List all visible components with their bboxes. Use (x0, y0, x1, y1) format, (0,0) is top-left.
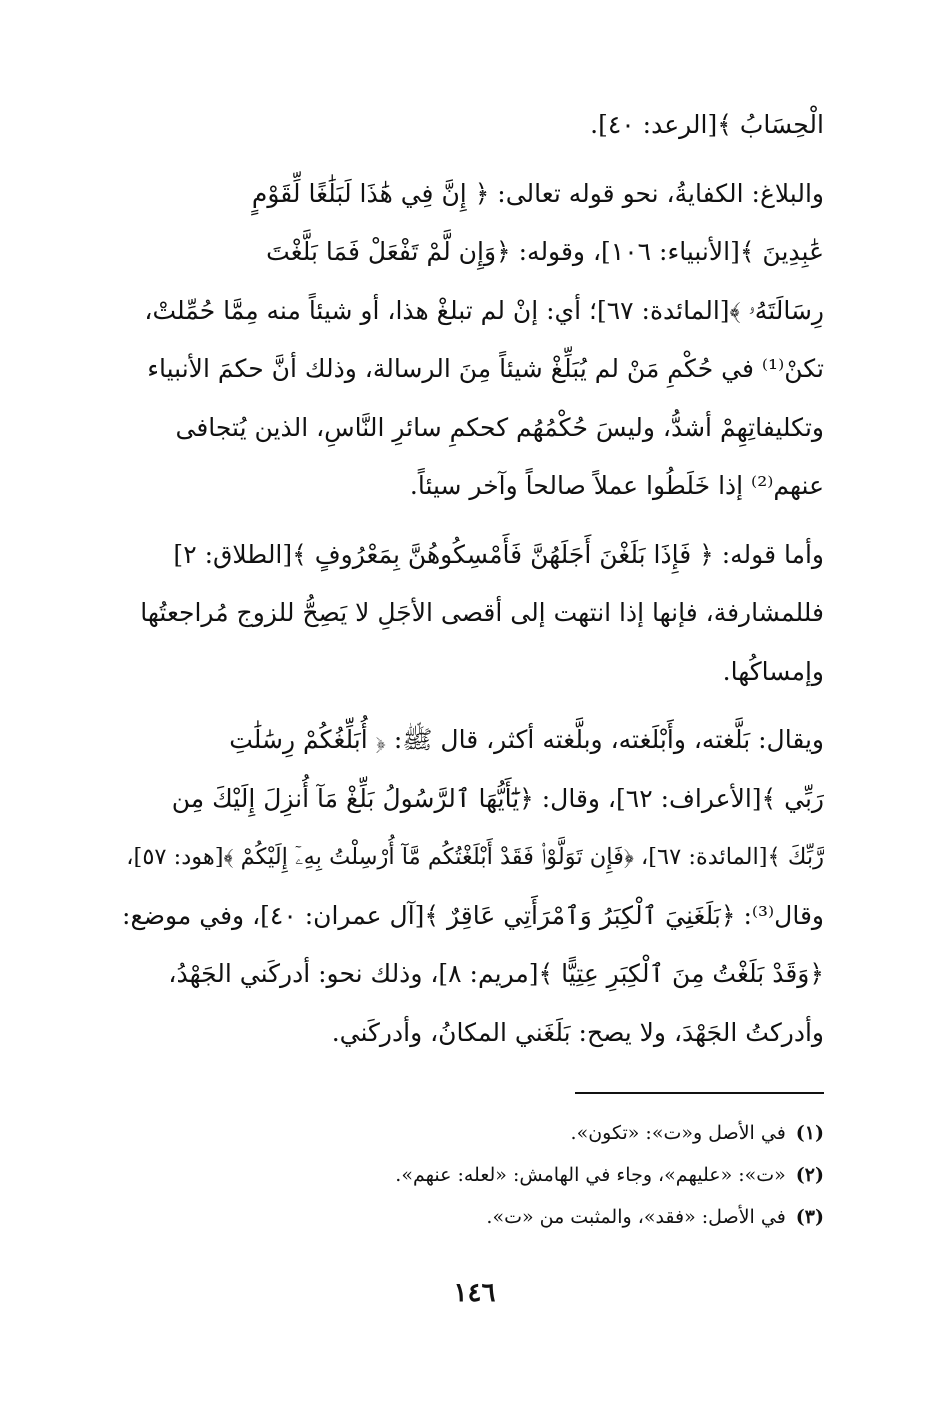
text-line: رَبِّي ﴾[الأعراف: ٦٢]، وقال: ﴿يَٰٓأَيُّهَا ٱلرَّسُولُ بَلِّغْ مَآ أُنزِلَ إِلَيْكَ مِن (171, 783, 824, 813)
paragraph-1-tail (118, 96, 824, 155)
paragraph-balagh (118, 165, 824, 516)
text-line: وأما قوله: ﴿ فَإِذَا بَلَغْنَ أَجَلَهُنَّ فَأَمْسِكُوهُنَّ بِمَعْرُوفٍ ﴾[الطلاق: ٢] (173, 539, 824, 569)
footnote-divider (575, 1092, 824, 1094)
footnote-text: في الأصل: «فقد»، والمثبت من «ت». (486, 1206, 786, 1228)
footnote-2 (118, 1154, 824, 1196)
text-line: فللمشارفة، فإنها إذا انتهت إلى أقصى الأجَلِ لا يَصِحُّ للزوج مُراجعتُها (140, 598, 824, 627)
text-line: وتكليفاتِهِمْ أشدُّ، وليسَ حُكْمُهُم كحكمِ سائرِ النَّاسِ، الذين يُتجافى (175, 412, 824, 442)
footnote-number: (٢) (795, 1164, 824, 1186)
footnote-text: في الأصل و«ت»: «تكون». (570, 1122, 786, 1144)
paragraph-yuqal (118, 711, 824, 1062)
text-line: الْحِسَابُ ﴾[الرعد: ٤٠]. (590, 110, 824, 139)
text-line: وإمساكُها. (722, 656, 824, 686)
footnote-text: «ت»: «عليهم»، وجاء في الهامش: «لعله: عنهم». (395, 1164, 786, 1186)
page-number: ١٤٦ (453, 1278, 496, 1308)
footnote-number: (٣) (795, 1206, 824, 1228)
footnote-number: (١) (795, 1122, 824, 1144)
text-line: عنهم⁽²⁾ إذا خَلَطُوا عملاً صالحاً وآخر سيئاً. (409, 471, 824, 500)
main-text (118, 96, 824, 1062)
footnote-1 (118, 1112, 824, 1154)
paragraph-talaq (118, 526, 824, 702)
footnotes (118, 1112, 824, 1238)
text-line: رِسَالَتَهُۥ ﴾[المائدة: ٦٧]؛ أي: إنْ لم تبلغْ هذا، أو شيئاً منه مِمَّا حُمِّلتْ، (144, 295, 824, 325)
text-line: وقال⁽³⁾: ﴿بَلَغَنِيَ ٱلْكِبَرُ وَٱمْرَأَتِي عَاقِرٌ ﴾[آل عمران: ٤٠]، وفي موضع: (122, 900, 824, 930)
text-line: عَٰبِدِينَ ﴾[الأنبياء: ١٠٦]، وقوله: ﴿وَإِن لَّمْ تَفْعَلْ فَمَا بَلَّغْتَ (266, 237, 824, 266)
text-line: ويقال: بَلَّغته، وأَبْلَغته، وبلَّغته أكثر، قال ﷺ: ﴿ أُبَلِّغُكُمْ رِسَٰلَٰتِ (229, 725, 824, 754)
text-line: ﴿وَقَدْ بَلَغْتُ مِنَ ٱلْكِبَرِ عِتِيًّا ﴾[مريم: ٨]، وذلك نحو: أدركَني الجَهْدُ، (168, 959, 824, 988)
text-line: تكنْ⁽¹⁾ في حُكْمِ مَنْ لم يُبَلِّغْ شيئاً مِنَ الرسالة، وذلك أنَّ حكمَ الأنبياء (147, 354, 824, 383)
text-line: وأدركتُ الجَهْدَ، ولا يصح: بَلَغَني المكانُ، وأدركَني. (331, 1017, 824, 1047)
footnote-3 (118, 1196, 824, 1238)
text-line: والبلاغ: الكفايةُ، نحو قوله تعالى: ﴿ إِنَّ فِي هَٰذَا لَبَلَٰغًا لِّقَوْمٍ (251, 178, 824, 208)
text-line: رَّبِّكَ ﴾[المائدة: ٦٧]، ﴿فَإِن تَوَلَّوْا۟ فَقَدْ أَبْلَغْتُكُم مَّآ أُرْسِلْتُ بِهِۦٓ إِلَيْكُمْ ﴾[هود: ٥٧]، (126, 844, 824, 870)
